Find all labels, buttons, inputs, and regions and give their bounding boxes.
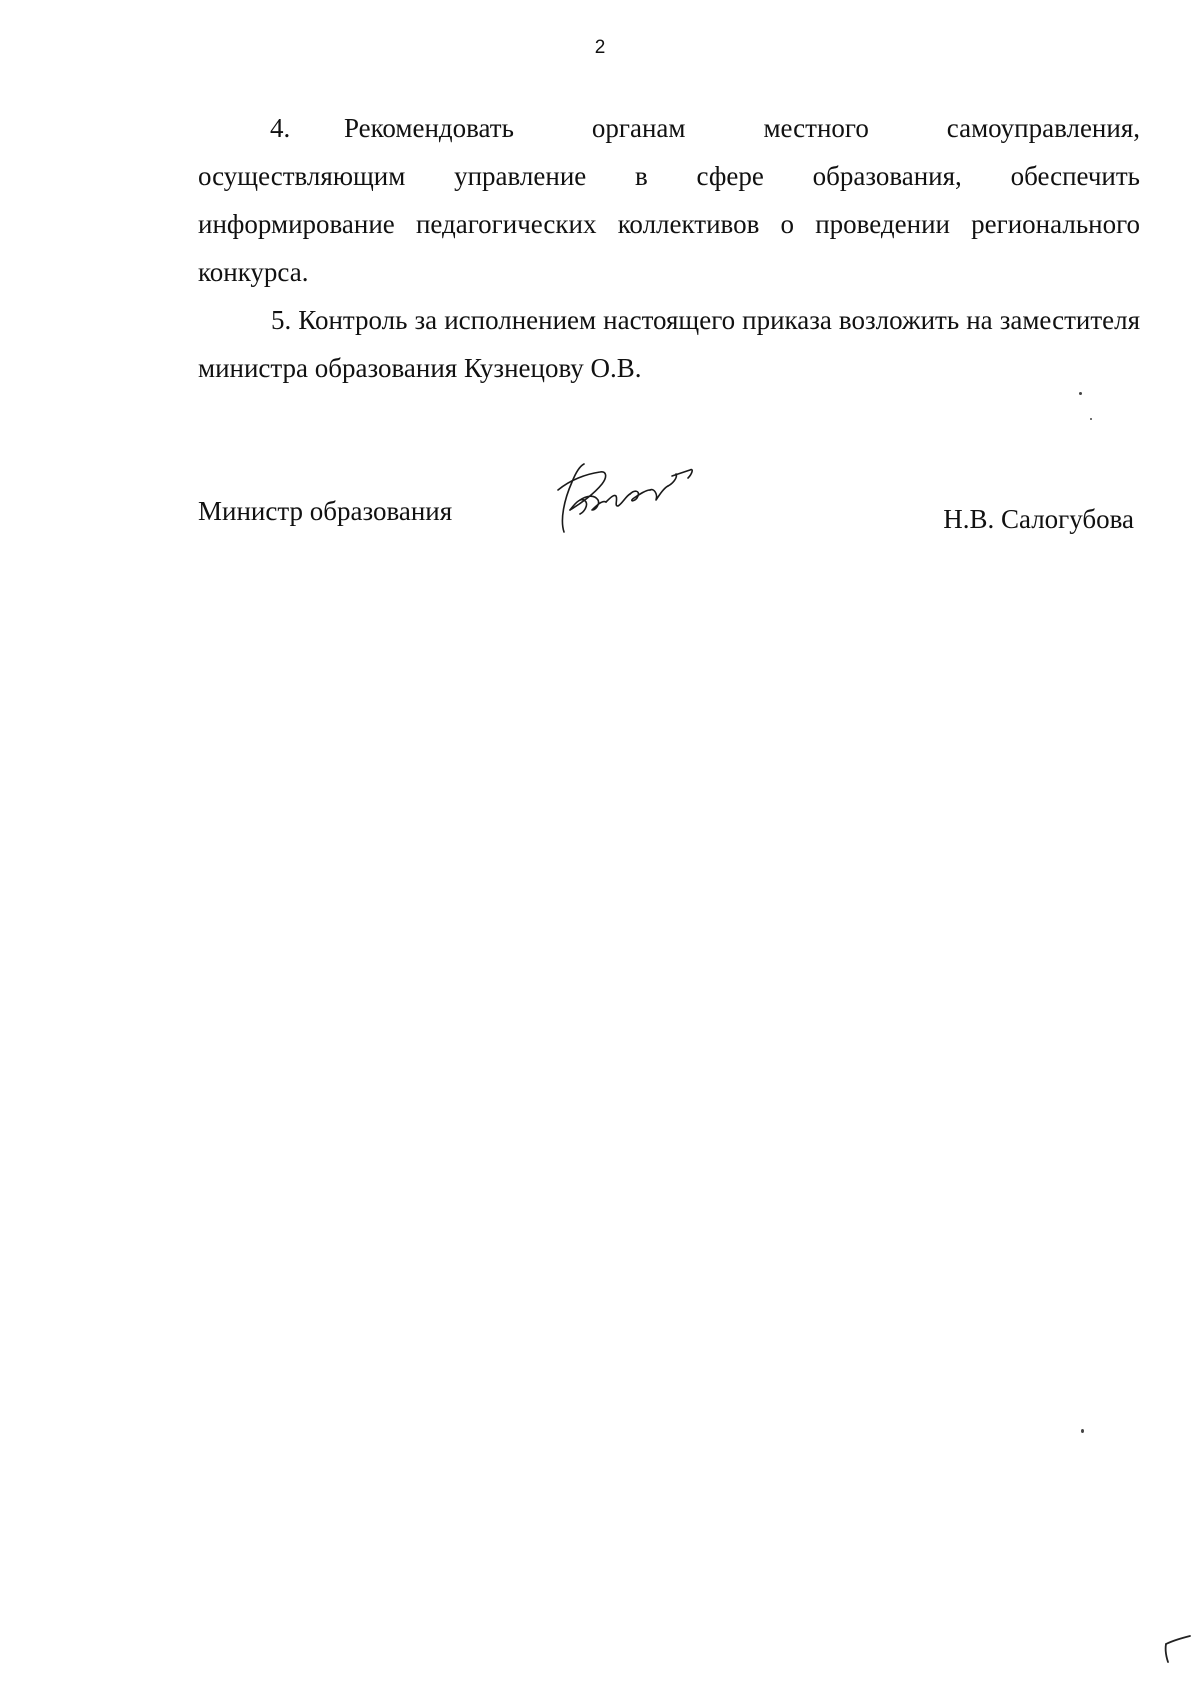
signatory-title: Министр образования	[198, 496, 453, 526]
signatory-name: Н.В. Салогубова	[943, 504, 1134, 534]
paragraph-4-second-line: осуществляющим управление в сфере образования, обеспечить	[198, 161, 1140, 191]
paragraph-4-rest: информирование педагогических коллективов о проведении регионального конкурса.	[198, 209, 1140, 287]
scan-speck	[1081, 1429, 1084, 1433]
paragraph-5: 5. Контроль за исполнением настоящего приказа возложить на заместителя министра образования Кузнецову О.В.	[198, 305, 1140, 383]
paragraph-4	[198, 104, 1140, 296]
paragraph-4-number: 4.	[270, 113, 291, 143]
page-number: 2	[594, 37, 606, 58]
scan-speck	[1079, 392, 1082, 395]
paragraph-4-first-line	[198, 104, 1140, 152]
handwritten-signature	[550, 460, 700, 536]
paragraph-4-first-line-text: Рекомендовать органам местного самоуправления,	[344, 113, 1140, 143]
scan-speck	[1090, 418, 1092, 420]
scan-corner-mark	[1160, 1630, 1194, 1670]
